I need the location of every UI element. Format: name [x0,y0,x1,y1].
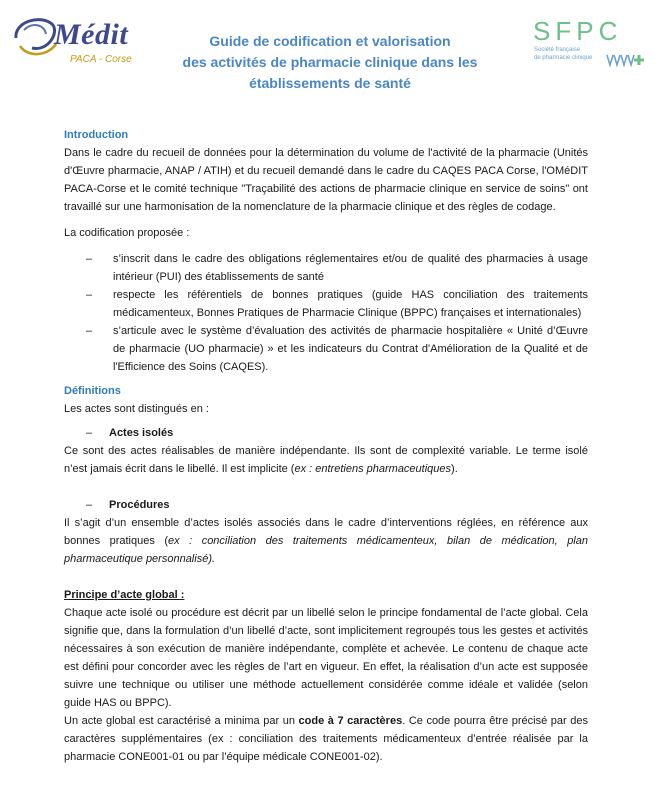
principe-paragraph: Chaque acte isolé ou procédure est décrit par un libellé selon le principe fondamental de l’acte global. Cela signifie que, dans la formulation d’un libellé d’acte, sont implicitement regroupés tous les gestes et activités nécessaires à son exécution de manière indépendante, complète et achevée. Le contenu de chaque acte est défini pour concorder avec les règles de l’art en vigueur. En effet, la réalisation d’un acte est supposée suivre une technique ou utiliser une méthode actuellement considérée comme idéale et validée (selon guide HAS ou BPPC). [64,607,588,709]
omedit-logo-subtitle: PACA - Corse [70,54,132,65]
document-body [64,126,588,766]
introduction-paragraph: Dans le cadre du recueil de données pour la détermination du volume de l'activité de la pharmacie (Unités d'Œuvre pharmacie, ANAP / ATIH) et du recueil demandé dans le cadre du CAQES PACA Corse, l'OMéDIT PACA-Corse et le comité technique "Traçabilité des actions de pharmacie clinique en service de soins" ont travaillé sur une harmonisation de la nomenclature de la pharmacie clinique et des règles de codage. [64,147,588,213]
procedures-paragraph: Il s’agit d’un ensemble d’actes isolés associés dans le cadre d’interventions réglées, en référence aux bonnes pratiques (ex : conciliation des traitements médicamenteux, bilan de médication, plan pharmaceutique personnalisé). [64,517,588,565]
title-line-1: Guide de codification et valorisation [209,33,451,49]
principe-heading: Principe d’acte global : [64,589,185,601]
sfpc-logo-text: SFPC [533,16,623,46]
sfpc-subtitle-line-2: de pharmacie clinique [534,55,593,61]
omedit-logo-text: Médit [54,18,129,51]
title-line-3: établissements de santé [249,75,411,91]
list-item: – respecte les référentiels de bonnes pratiques (guide HAS conciliation des traitements médicamenteux, Bonnes Pratiques de Pharmacie Clinique (BPPC) françaises et internationales) [86,289,588,319]
omedit-logo [10,8,150,74]
introduction-heading: Introduction [64,129,129,141]
codification-lead: La codification proposée : [64,227,190,239]
sfpc-logo [533,18,648,73]
sfpc-logo-subtitle [534,46,592,62]
definitions-lead: Les actes sont distingués en : [64,403,209,415]
actes-isoles-paragraph: Ce sont des actes réalisables de manière indépendante. Ils sont de complexité variable. Le terme isolé n’est jamais écrit dans le libellé. Il est implicite (ex : entretiens pharmaceutiques). [64,445,588,475]
codification-list [64,250,588,376]
sfpc-subtitle-line-1: Société française [534,47,581,53]
code-paragraph: Un acte global est caractérisé a minima par un code à 7 caractères. Ce code pourra être précisé par des caractères supplémentaires (ex : conciliation des traitements médicamenteux d’entrée réalisée par la pharmacie CONE001-01 ou par l’équipe médicale CONE001-02). [64,715,588,763]
title-line-2: des activités de pharmacie clinique dans les [182,54,478,70]
people-cross-icon [605,51,645,67]
document-title [180,31,480,94]
list-item: – s’inscrit dans le cadre des obligations réglementaires et/ou de qualité des pharmacies à usage intérieur (PUI) des établissements de santé [86,253,588,283]
procedures-heading: – Procédures [86,499,170,511]
definitions-heading: Définitions [64,385,121,397]
actes-isoles-heading: – Actes isolés [86,427,174,439]
list-item: – s’articule avec le système d’évaluation des activités de pharmacie hospitalière « Unité d’Œuvre de pharmacie (UO pharmacie) » et les indicateurs du Contrat d'Amélioration de la Qualité et de l'Efficience des Soins (CAQES). [86,325,588,373]
